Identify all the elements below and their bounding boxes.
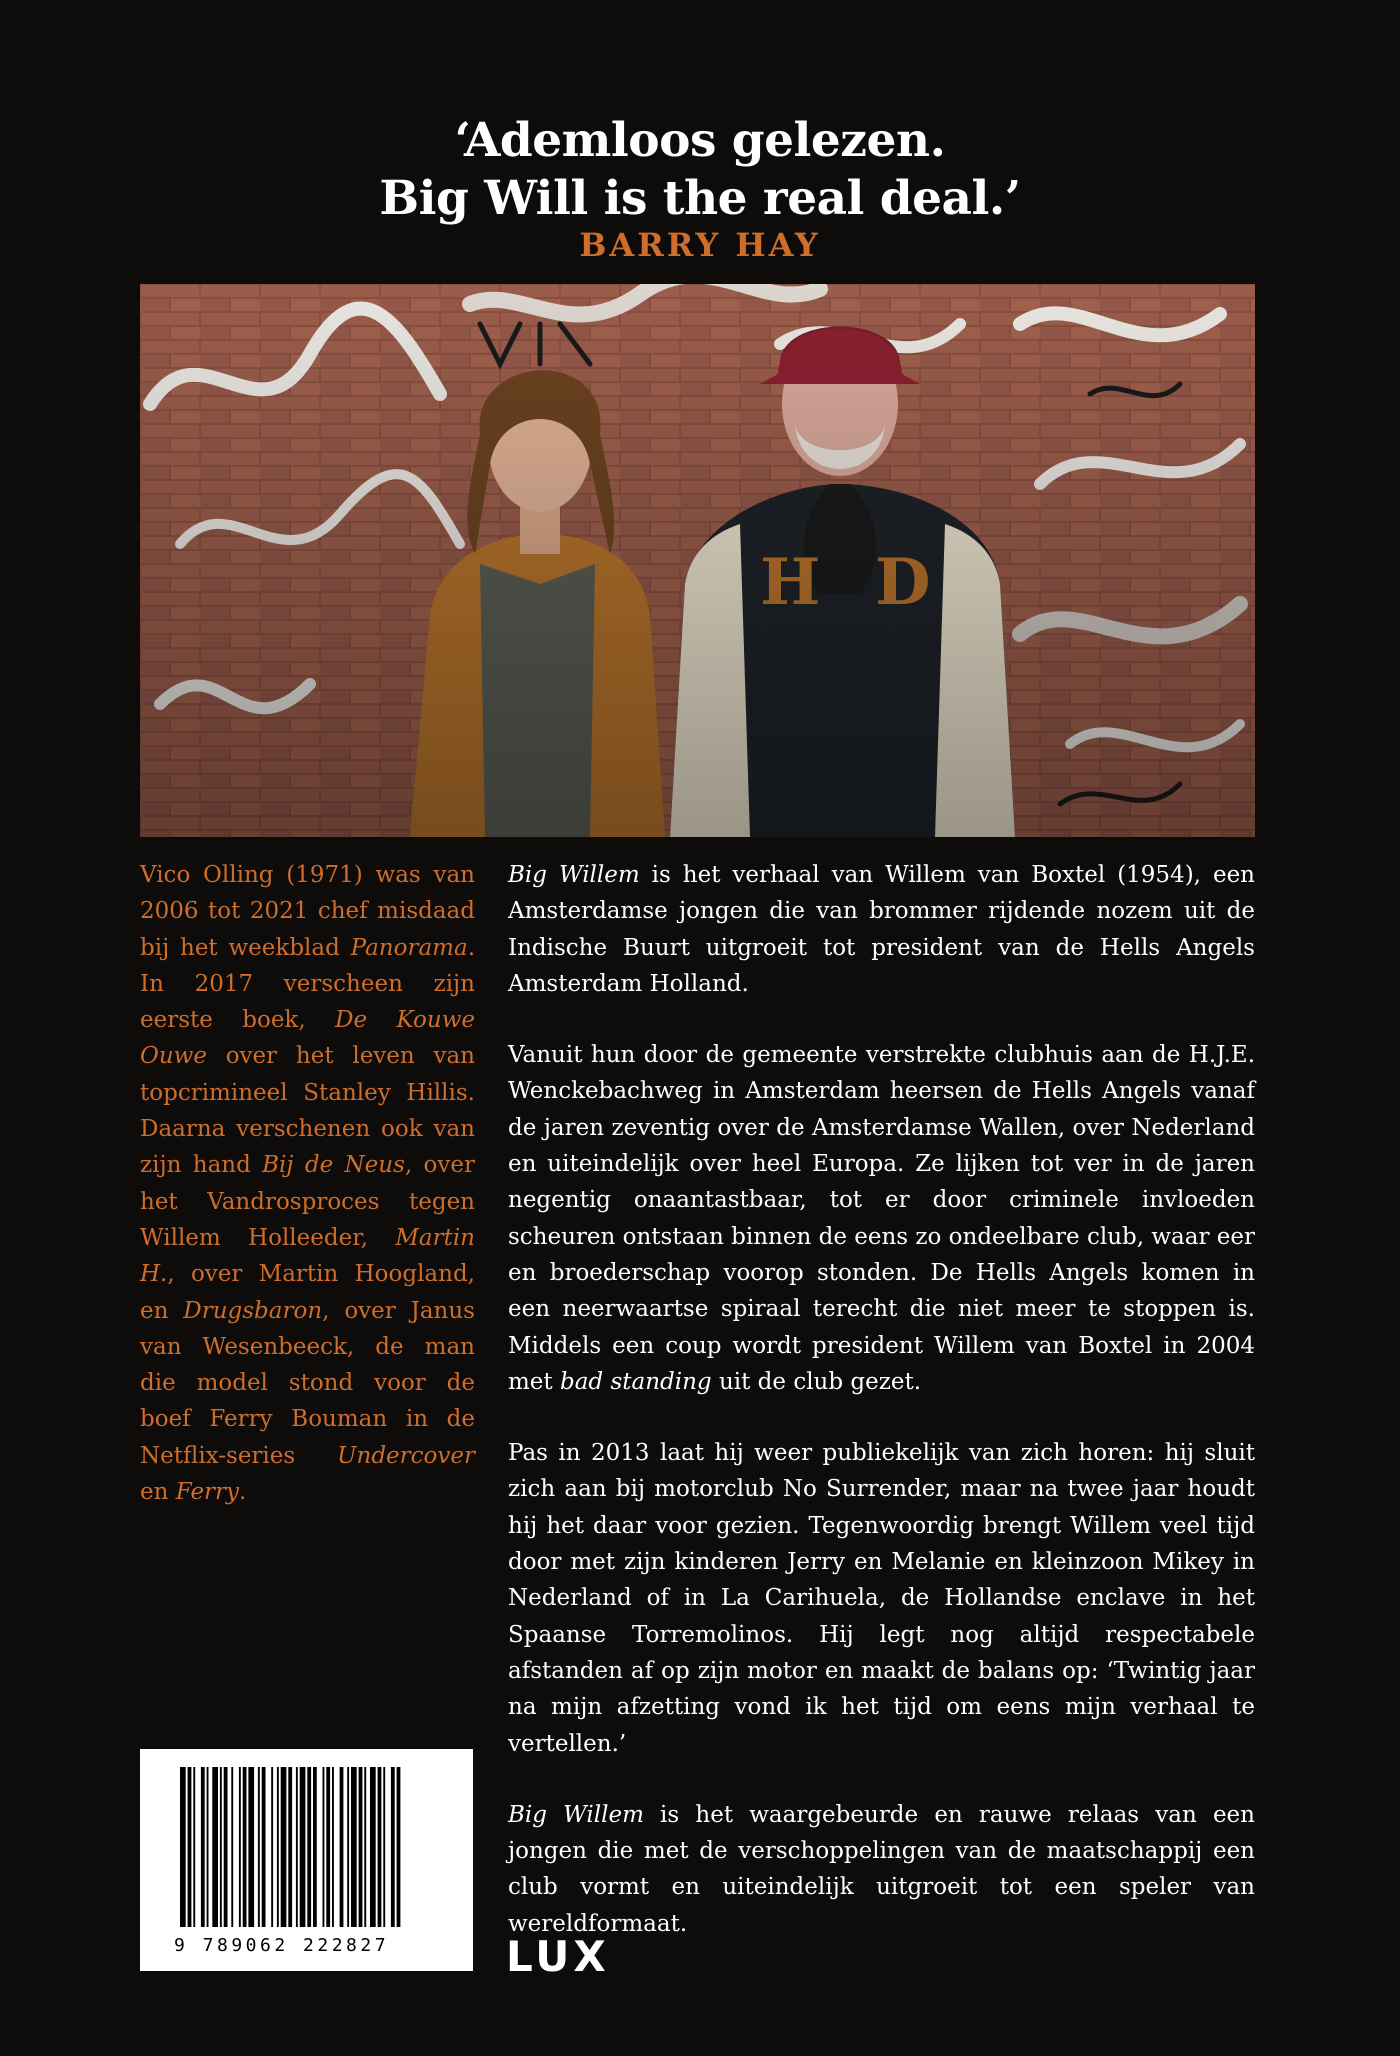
- barcode-bar: [212, 1767, 218, 1927]
- author-bio-run: . In 2017 verscheen zijn eerste boek,: [140, 934, 475, 1034]
- cover-quote: [0, 112, 1400, 228]
- author-bio-run: en: [140, 1479, 176, 1506]
- author-bio-run: Vico Olling (1971) was van 2006 tot 2021 chef misdaad bij het weekblad: [140, 862, 475, 961]
- barcode-bar: [340, 1767, 344, 1927]
- blurb-paragraph: [508, 1435, 1255, 1762]
- barcode-bar: [370, 1767, 376, 1927]
- author-bio-run: Undercover: [337, 1442, 475, 1469]
- barcode-bar: [193, 1767, 195, 1927]
- author-bio-run: Martin H.: [140, 1224, 475, 1288]
- quote-line-2: Big Will is the real deal.’: [379, 171, 1021, 226]
- barcode-bar: [359, 1767, 363, 1927]
- barcode-bar: [391, 1767, 395, 1927]
- barcode-bar: [180, 1767, 186, 1927]
- author-bio-run: De Kouwe Ouwe: [140, 1007, 475, 1070]
- author-bio-run: .: [239, 1479, 247, 1506]
- barcode-bar: [201, 1767, 205, 1927]
- blurb-run: is het waargebeurde en rauwe relaas van een jongen die met de verschoppelingen van de maatschappij een club vormt en uiteindelijk uitgroeit tot een speler van wereldformaat.: [508, 1801, 1255, 1937]
- barcode-bar: [271, 1767, 273, 1927]
- author-bio-run: over het leven van topcrimineel Stanley Hillis. Daarna verschenen ook van zijn hand: [140, 1043, 475, 1179]
- barcode-bar: [220, 1767, 222, 1927]
- lux-logo-icon: [506, 1932, 610, 1981]
- barcode-bar: [239, 1767, 241, 1927]
- blurb-paragraph: [508, 1797, 1255, 1942]
- barcode-bar: [323, 1767, 325, 1927]
- barcode-bar: [231, 1767, 233, 1927]
- barcode-bar: [378, 1767, 382, 1927]
- barcode-bar: [248, 1767, 254, 1927]
- publisher-logo-text: LUX: [506, 1932, 610, 1981]
- author-bio-run: , over het Vandrosproces tegen Willem Holleeder,: [140, 1152, 475, 1251]
- portrait-photo-icon: [140, 284, 1255, 837]
- barcode-bar: [300, 1767, 306, 1927]
- barcode-bar: [277, 1767, 279, 1927]
- barcode-bar: [207, 1767, 209, 1927]
- isbn-digits: 9 789062 222827: [174, 1935, 390, 1956]
- barcode-bar: [288, 1767, 292, 1927]
- author-bio-run: , over Martin Hoogland, en: [140, 1261, 475, 1324]
- blurb-run: Big Willem: [508, 1801, 644, 1828]
- barcode-bar: [307, 1767, 311, 1927]
- barcode-bar: [281, 1767, 287, 1927]
- author-bio: [140, 857, 475, 1510]
- blurb-paragraph: [508, 857, 1255, 1002]
- barcode-bar: [243, 1767, 247, 1927]
- barcode-bar: [188, 1767, 192, 1927]
- author-bio-run: Panorama: [350, 934, 468, 961]
- author-bio-run: Drugsbaron: [183, 1297, 323, 1324]
- barcode-bar: [383, 1767, 385, 1927]
- blurb-run: is het verhaal van Willem van Boxtel (1954), een Amsterdamse jongen die van brommer rijdende nozem uit de Indische Buurt uitgroeit tot president van de Hells Angels Amsterdam Holland.: [508, 862, 1255, 997]
- barcode-bar: [262, 1767, 266, 1927]
- quote-attribution: BARRY HAY: [579, 226, 821, 264]
- author-bio-run: Ferry: [175, 1479, 240, 1506]
- blurb-run: Pas in 2013 laat hij weer publiekelijk van zich horen: hij sluit zich aan bij motorclub No Surrender, maar na twee jaar houdt hij het daar voor gezien. Tegenwoordig brengt Willem veel tijd door met zijn kinderen Jerry en Melanie en kleinzoon Mikey in Nederland of in La Carihuela, de Hollandse enclave in het Spaanse Torremolinos. Hij legt nog altijd respectabele afstanden af op zijn motor en maakt de balans op: ‘Twintig jaar na mijn afzetting vond ik het tijd om eens mijn verhaal te vertellen.’: [508, 1440, 1255, 1757]
- blurb-run: Big Willem: [508, 862, 640, 888]
- author-bio-run: , over Janus van Wesenbeeck, de man die model stond voor de boef Ferry Bouman in de Netflix-series: [140, 1297, 475, 1469]
- barcode-bar: [224, 1767, 228, 1927]
- barcode-bar: [364, 1767, 366, 1927]
- blurb-run: uit de club gezet.: [711, 1368, 922, 1395]
- barcode-bar: [313, 1767, 317, 1927]
- back-cover-blurb: [508, 857, 1255, 1977]
- blurb-paragraph: [508, 1037, 1255, 1400]
- barcode-bar: [332, 1767, 334, 1927]
- quote-line-1: ‘Ademloos gelezen.: [454, 113, 946, 168]
- barcode-bar: [326, 1767, 330, 1927]
- blurb-run: Vanuit hun door de gemeente verstrekte clubhuis aan de H.J.E. Wenckebachweg in Amsterdam heersen de Hells Angels vanaf de jaren zeventig over de Amsterdamse Wallen, over Nederland en uiteindelijk over heel Europa. Ze lijken tot ver in de jaren negentig onaantastbaar, tot er door criminele invloeden scheuren ontstaan binnen de eens zo ondeelbare club, waar eer en broederschap voorop stonden. De Hells Angels komen in een neerwaartse spiraal terecht die niet meer te stoppen is. Middels een coup wordt president Willem van Boxtel in 2004 met: [508, 1042, 1256, 1395]
- barcode-bar: [347, 1767, 349, 1927]
- barcode-bar: [397, 1767, 401, 1927]
- blurb-run: bad standing: [559, 1368, 712, 1395]
- barcode-bar: [258, 1767, 260, 1927]
- barcode-bar: [351, 1767, 357, 1927]
- barcode-bar: [296, 1767, 298, 1927]
- author-bio-run: Bij de Neus: [262, 1152, 405, 1179]
- barcode-icon: [140, 1749, 473, 1971]
